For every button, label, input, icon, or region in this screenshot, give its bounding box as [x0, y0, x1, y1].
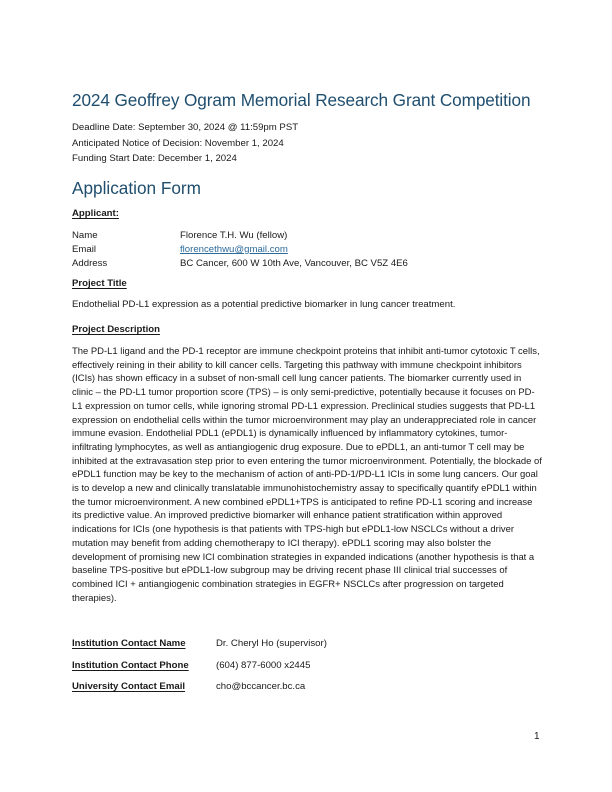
notice-date: Anticipated Notice of Decision: November 1, 2024 — [72, 137, 284, 149]
project-description-text: The PD-L1 ligand and the PD-1 receptor are immune checkpoint proteins that inhibit anti-tumor cytotoxic T cells, effectively reining in their ability to kill cancer cells. Targeting this pathway with immune checkpoint inhibitors (ICIs) has shown efficacy in a subset of non-small cell lung cancer patients. The biomarker currently used in clinic – the PD-L1 tumor proportion score (TPS) – is only semi-predictive, potentially because it focuses on PD-L1 expression on tumor cells, while ignoring stromal PD-L1 expression. Preclinical studies suggests that PD-L1 expression on endothelial cells within the tumor microenvironment may play an underappreciated role in cancer immune evasion. Endothelial PDL1 (ePDL1) is dynamically influenced by inflammatory cytokines, tumor-infiltrating lymphocytes, as well as antiangiogenic drug exposure. Due to ePDL1, an anti-tumor T cell may be inhibited at the extravasation step prior to even entering the tumor microenvironment. Potentially, the blockade of ePDL1 function may be key to the mechanism of action of anti-PD-1/PD-L1 ICIs in some lung cancers. Our goal is to develop a new and clinically translatable immunohistochemistry assay to specifically quantify ePDL1 within the tumor microenvironment. A new combined ePDL1+TPS is anticipated to refine PD-L1 scoring and increase its predictive value. An improved predictive biomarker will enhance patient stratification within approved indications for ICIs (one hypothesis is that patients with TPS-high but ePDL1-low NSCLCs without a driver mutation may benefit from adding chemotherapy to ICI therapy). ePDL1 scoring may also bolster the development of promising new ICI combination strategies in expanded indications (another hypothesis is that a baseline TPS-positive but ePDL1-low subgroup may be driving recent phase III clinical trial successes of combined ICI + antiangiogenic combination strategies in EGFR+ NSCLCs after progression on targeted therapies). — [72, 346, 542, 604]
field-label: Address — [72, 258, 108, 269]
contact-details — [72, 638, 327, 703]
applicant-label: Applicant: — [72, 208, 119, 219]
applicant-address-row — [72, 257, 408, 271]
project-title-label: Project Title — [72, 278, 127, 289]
competition-dates — [72, 120, 298, 167]
applicant-address: BC Cancer, 600 W 10th Ave, Vancouver, BC V5Z 4E6 — [180, 258, 408, 269]
contact-value: (604) 877-6000 x2445 — [216, 659, 311, 671]
contact-row — [72, 660, 327, 682]
deadline-date: Deadline Date: September 30, 2024 @ 11:59pm PST — [72, 122, 299, 133]
project-description-label: Project Description — [72, 324, 160, 335]
page-number: 1 — [534, 731, 540, 742]
contact-value: Dr. Cheryl Ho (supervisor) — [216, 638, 327, 649]
contact-row — [72, 681, 327, 703]
applicant-email-row — [72, 243, 408, 257]
funding-start-date: Funding Start Date: December 1, 2024 — [72, 153, 237, 164]
contact-row — [72, 638, 327, 660]
section-title: Application Form — [72, 178, 201, 198]
applicant-name: Florence T.H. Wu (fellow) — [180, 230, 288, 241]
applicant-name-row — [72, 229, 408, 243]
contact-label: University Contact Email — [72, 681, 186, 692]
contact-label: Institution Contact Phone — [72, 659, 189, 671]
field-label: Name — [72, 230, 98, 241]
applicant-email-link[interactable]: florencethwu@gmail.com — [180, 244, 288, 255]
document-title: 2024 Geoffrey Ogram Memorial Research Grant Competition — [72, 90, 531, 110]
project-title-text: Endothelial PD-L1 expression as a potential predictive biomarker in lung cancer treatment. — [72, 299, 456, 310]
contact-value: cho@bccancer.bc.ca — [216, 681, 306, 692]
field-label: Email — [72, 244, 96, 255]
applicant-details — [72, 229, 408, 271]
contact-label: Institution Contact Name — [72, 638, 186, 649]
